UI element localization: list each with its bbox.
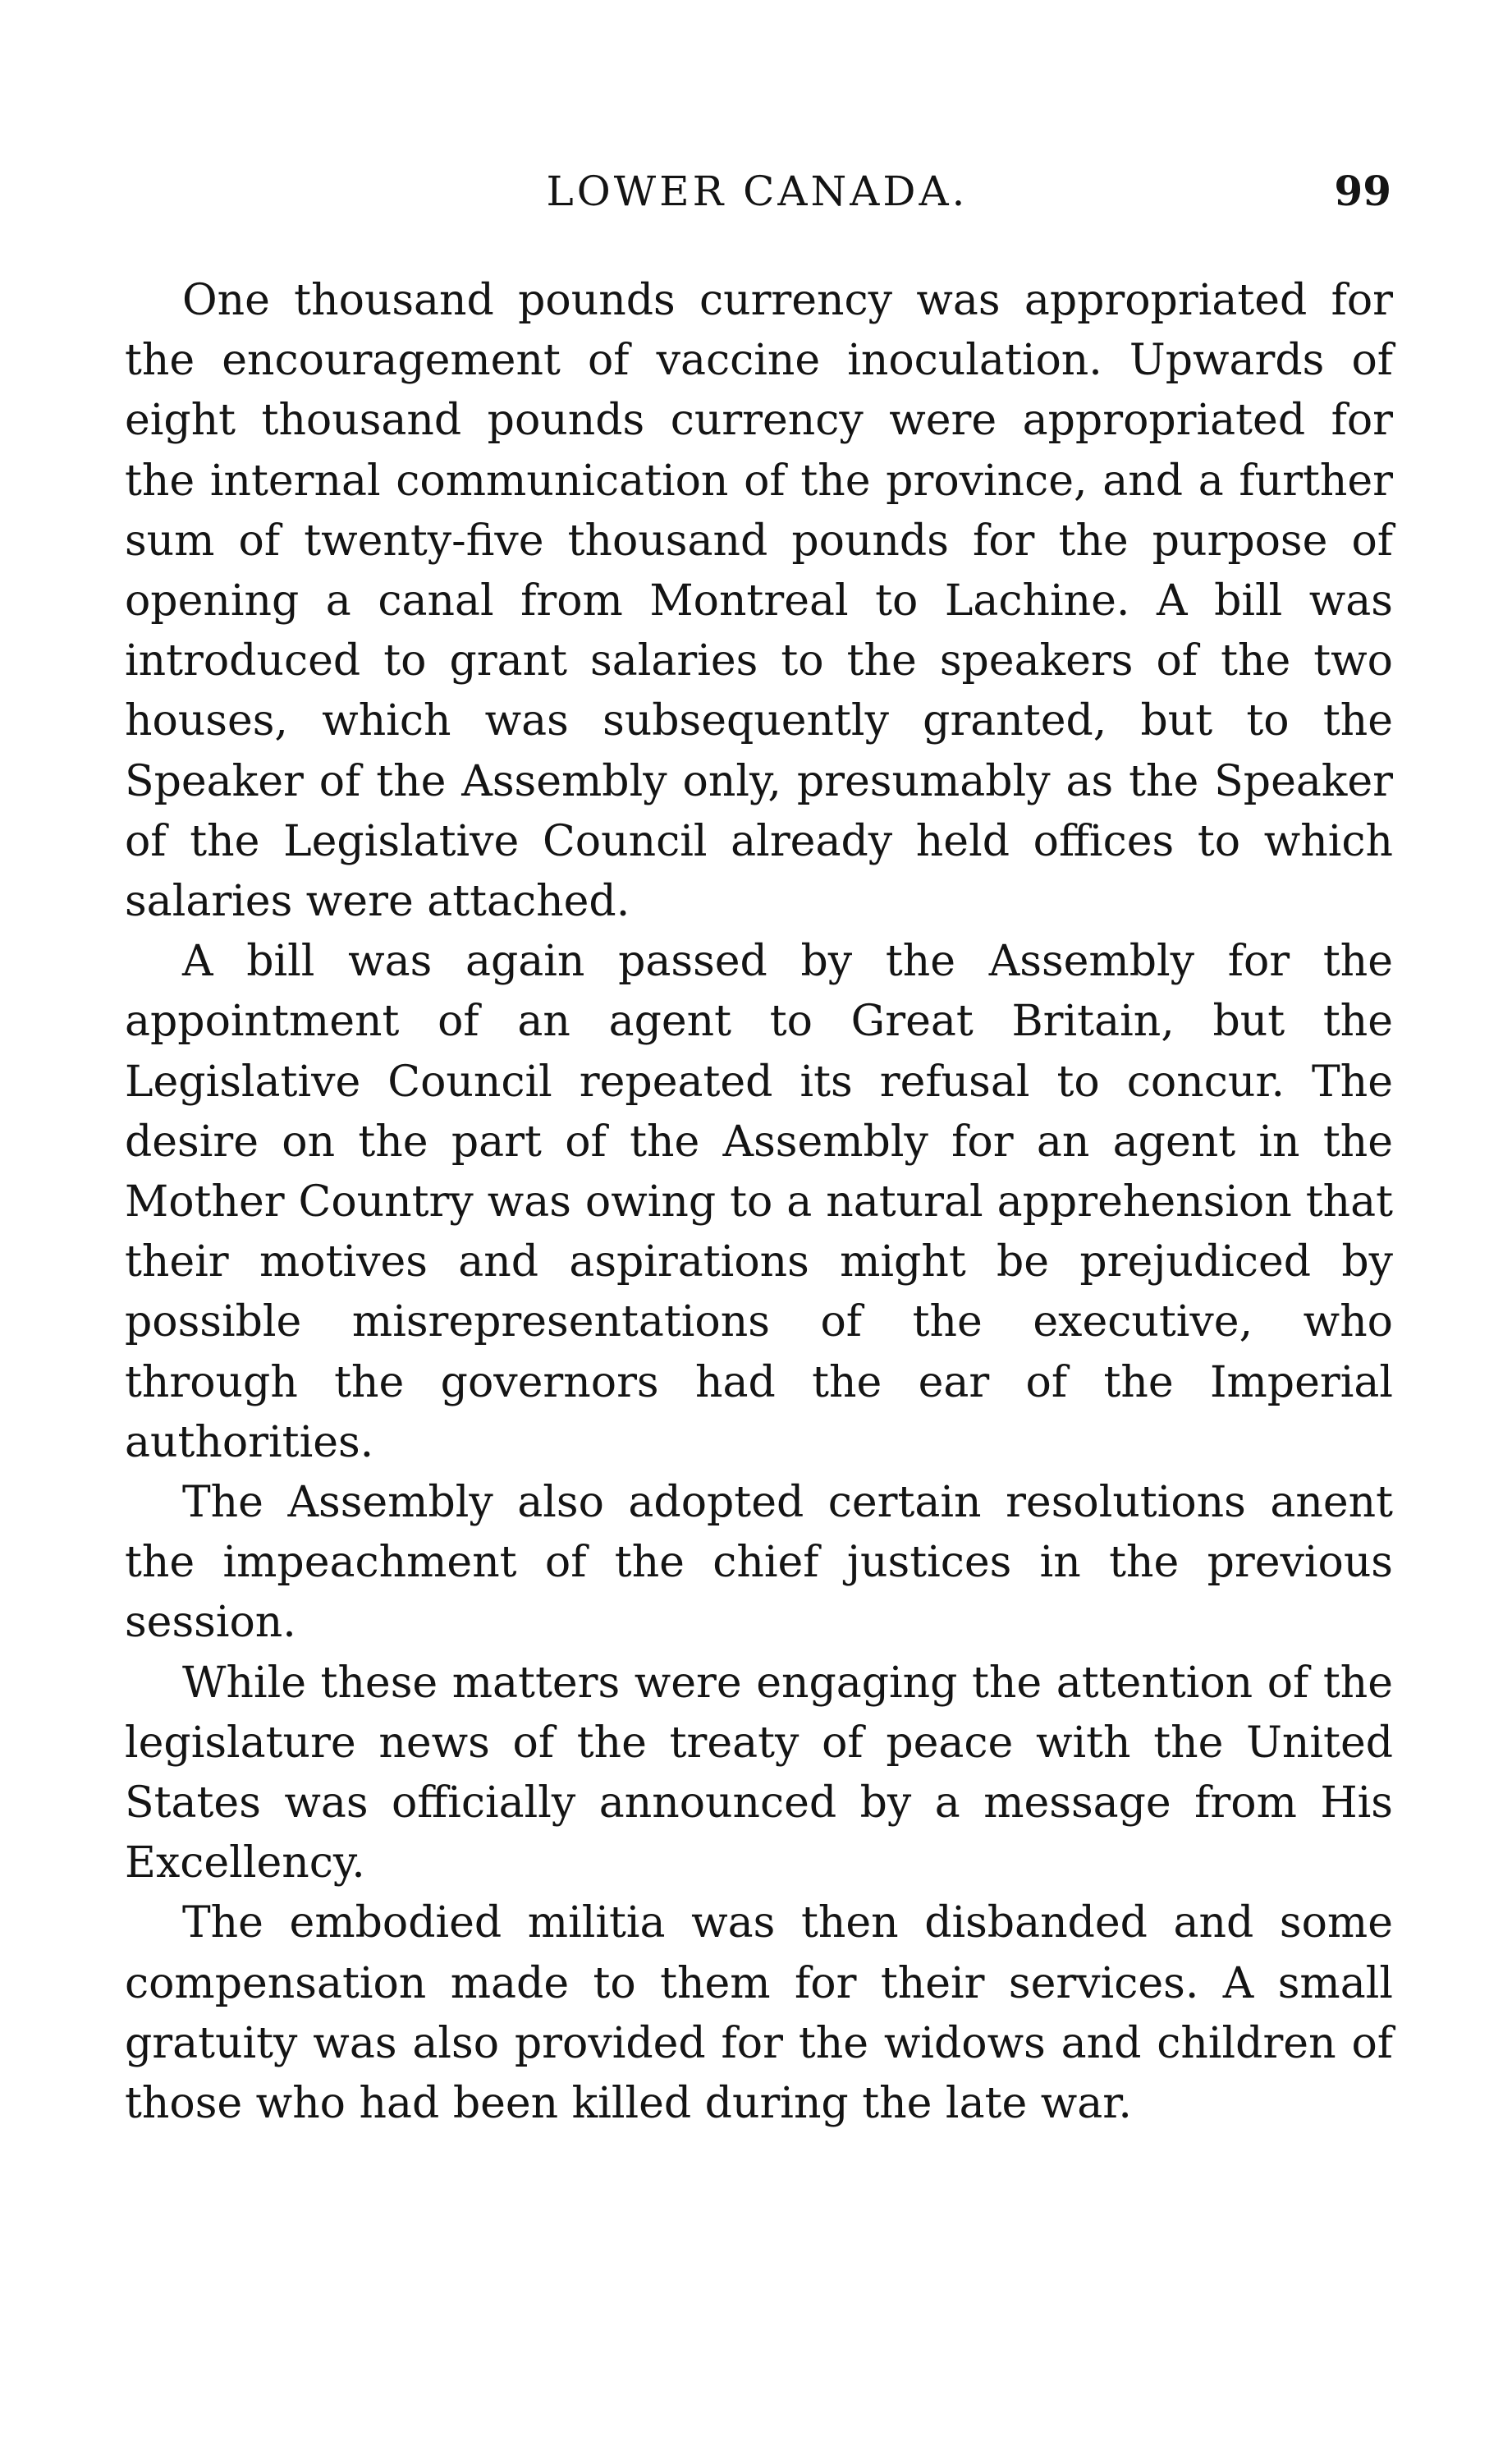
running-title: LOWER CANADA.	[546, 167, 969, 215]
page-number: 99	[1334, 167, 1391, 215]
paragraph-treaty-news: While these matters were engaging the attention of the legislature news of the treaty of peace with the United States was officially announced by a message from His Excellency.	[125, 1658, 1393, 1888]
paragraph-impeachment-resolutions: The Assembly also adopted certain resolutions anent the impeachment of the chief justices in the previous session.	[125, 1478, 1393, 1648]
body-text	[125, 271, 1393, 2134]
running-head	[123, 163, 1391, 220]
paragraph-militia-disbanded: The embodied militia was then disbanded and some compensation made to them for their services. A small gratuity was also provided for the widows and children of those who had been killed during the late war.	[125, 1898, 1393, 2129]
paragraph-vaccine-appropriations: One thousand pounds currency was appropriated for the encouragement of vaccine inoculation. Upwards of eight thousand pounds currency were appropriated for the internal communication of the province, and a further sum of twenty-five thousand pounds for the purpose of opening a canal from Montreal to Lachine. A bill was introduced to grant salaries to the speakers of the two houses, which was subsequently granted, but to the Speaker of the Assembly only, presumably as the Speaker of the Legislative Council already held offices to which salaries were attached.	[125, 276, 1393, 927]
paragraph-agent-bill: A bill was again passed by the Assembly for the appointment of an agent to Great Britain, but the Legislative Council repeated its refusal to concur. The desire on the part of the Assembly for an agent in the Mother Country was owing to a natural apprehension that their motives and aspirations might be prejudiced by possible misrepresentations of the executive, who through the governors had the ear of the Imperial authorities.	[125, 937, 1393, 1467]
